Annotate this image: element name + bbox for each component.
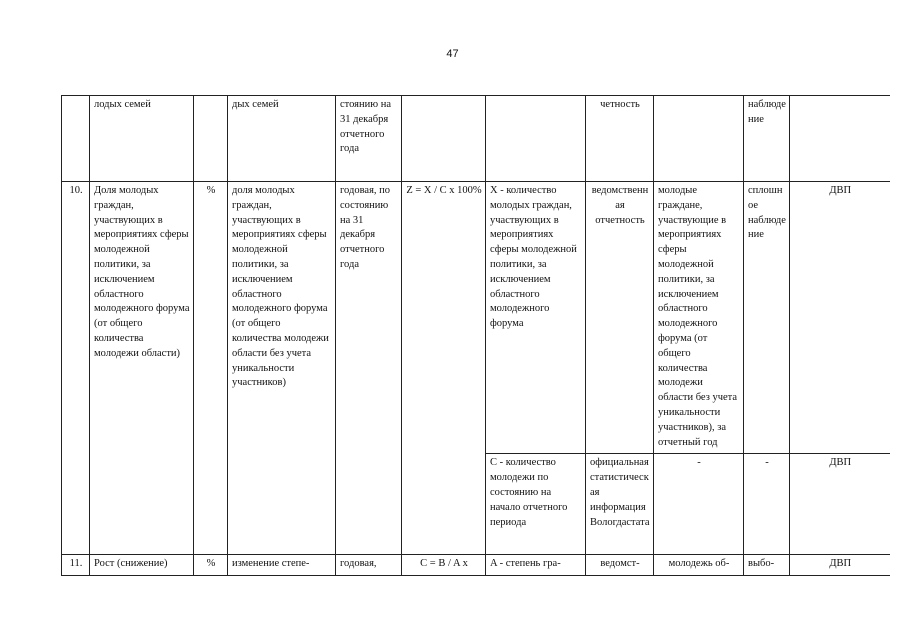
cell-source: официальная статистическая информация Вологдастата <box>586 454 654 555</box>
indicators-table <box>61 95 890 576</box>
cell-responsible: ДВП <box>790 555 890 576</box>
cell-formula <box>402 96 486 182</box>
table-row-11 <box>62 555 890 576</box>
cell-population: молодые граждане, участвующие в мероприятиях сферы молодежной политики, за исключением областного молодежного форума (от общего количества молодежи области без учета уникальности участников), за отчетный год <box>654 182 744 454</box>
cell-num: 11. <box>62 555 90 576</box>
cell-variables: C - количество молодежи по состоянию на начало отчетного периода <box>486 454 586 555</box>
cell-formula: Z = X / C x 100% <box>402 182 486 555</box>
cell-method: выбо- <box>744 555 790 576</box>
cell-variables: X - количество молодых граждан, участвующих в мероприятиях сферы молодежной политики, за исключением областного молодежного форума <box>486 182 586 454</box>
cell-unit: % <box>194 182 228 555</box>
cell-frequency: годовая, <box>336 555 402 576</box>
cell-frequency: стоянию на 31 декабря отчетного года <box>336 96 402 182</box>
table-row-10 <box>62 182 890 454</box>
cell-method: сплошное наблюдение <box>744 182 790 454</box>
cell-source: четность <box>586 96 654 182</box>
cell-num: 10. <box>62 182 90 555</box>
cell-definition: изменение степе- <box>228 555 336 576</box>
cell-source: ведомст- <box>586 555 654 576</box>
cell-population: - <box>654 454 744 555</box>
cell-source: ведомственная отчетность <box>586 182 654 454</box>
cell-responsible: ДВП <box>790 454 890 555</box>
cell-variables: A - степень гра- <box>486 555 586 576</box>
cell-method: - <box>744 454 790 555</box>
cell-indicator: Рост (снижение) <box>90 555 194 576</box>
cell-indicator: Доля молодых граждан, участвующих в мероприятиях сферы молодежной политики, за исключением областного молодежного форума (от общего количества молодежи области) <box>90 182 194 555</box>
cell-population <box>654 96 744 182</box>
cell-num <box>62 96 90 182</box>
cell-responsible <box>790 96 890 182</box>
cell-unit <box>194 96 228 182</box>
cell-frequency: годовая, по состоянию на 31 декабря отчетного года <box>336 182 402 555</box>
cell-method: наблюдение <box>744 96 790 182</box>
cell-definition: дых семей <box>228 96 336 182</box>
cell-definition: доля молодых граждан, участвующих в мероприятиях сферы молодежной политики, за исключением областного молодежного форума (от общего количества молодежи области без учета уникальности участников) <box>228 182 336 555</box>
cell-formula: C = B / A x <box>402 555 486 576</box>
cell-indicator: лодых семей <box>90 96 194 182</box>
table-row-continuation <box>62 96 890 182</box>
cell-population: молодежь об- <box>654 555 744 576</box>
cell-unit: % <box>194 555 228 576</box>
cell-responsible: ДВП <box>790 182 890 454</box>
page-number: 47 <box>446 48 459 60</box>
cell-variables <box>486 96 586 182</box>
